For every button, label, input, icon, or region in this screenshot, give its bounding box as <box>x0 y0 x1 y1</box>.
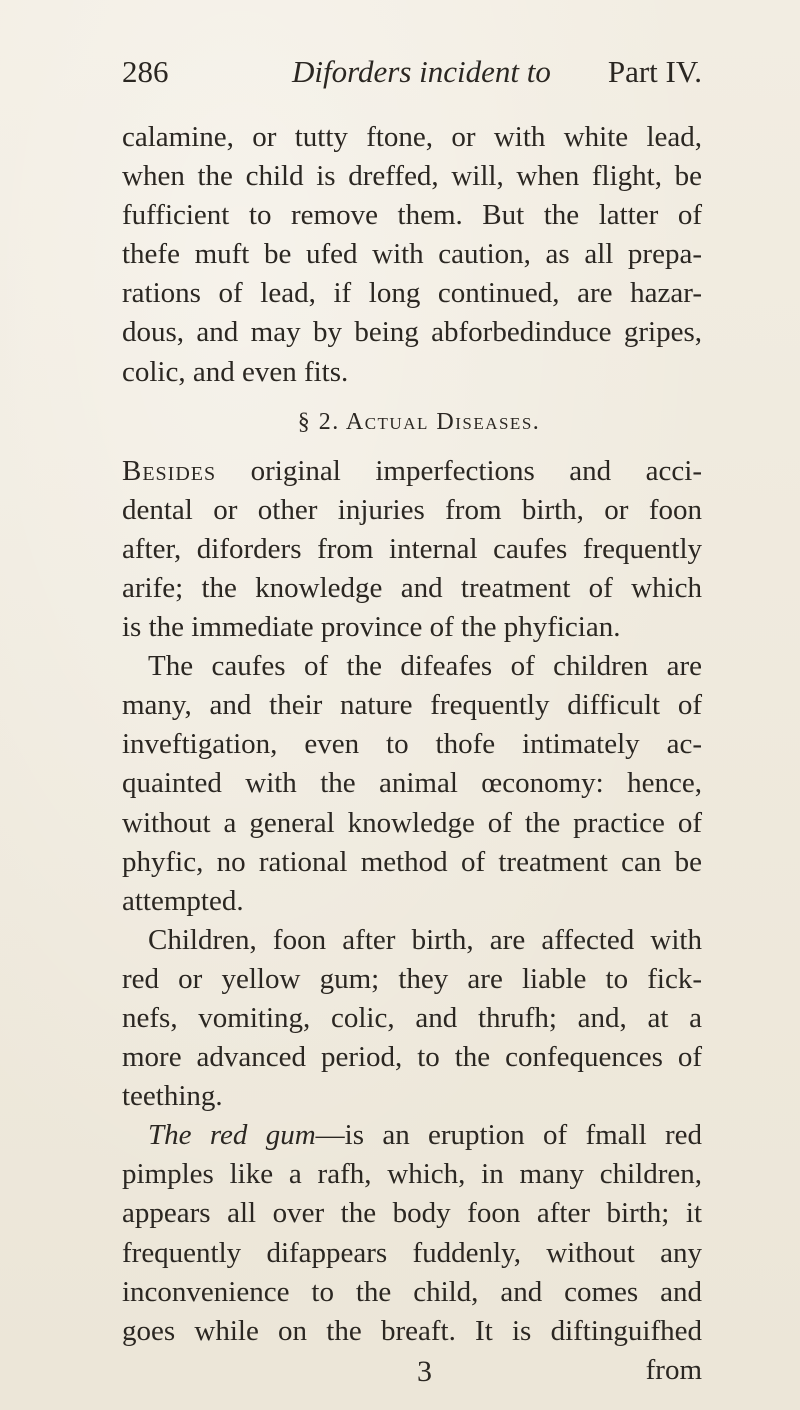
part-label: Part IV. <box>607 54 702 89</box>
running-header <box>122 54 702 100</box>
section-heading: § 2. Actual Diseases. <box>297 408 541 435</box>
text-line: many, and their nature frequently difficult of <box>122 689 702 722</box>
text-line: after, diforders from internal caufes frequently <box>122 532 702 565</box>
text-line <box>122 452 702 491</box>
catchword: from <box>645 1353 702 1386</box>
text-line: colic, and even fits. <box>122 355 349 388</box>
text-line: dous, and may by being abforbedinduce gripes, <box>122 316 702 349</box>
text-line: quainted with the animal œconomy: hence, <box>122 767 702 800</box>
text-line: without a general knowledge of the practice of <box>122 806 702 839</box>
text-line: when the child is dreffed, will, when flight, be <box>122 160 702 193</box>
text-line: Children, foon after birth, are affected with <box>148 923 702 956</box>
text-line: calamine, or tutty ftone, or with white lead, <box>122 121 702 153</box>
text-line-rest: original imperfections and acci- <box>216 454 702 487</box>
page-number: 286 <box>122 54 169 89</box>
text-line: dental or other injuries from birth, or foon <box>122 493 702 526</box>
text-line: pimples like a rafh, which, in many children, <box>122 1158 702 1191</box>
text-line: frequently difappears fuddenly, without any <box>122 1236 702 1269</box>
text-line: The caufes of the difeafes of children are <box>148 650 702 683</box>
text-line-rest: —is an eruption of fmall red <box>315 1119 703 1152</box>
text-line: teething. <box>122 1080 223 1113</box>
text-line: appears all over the body foon after birth; it <box>122 1197 702 1230</box>
signature-mark: 3 <box>417 1355 432 1388</box>
text-line: more advanced period, to the confequences of <box>122 1041 702 1074</box>
text-line: phyfic, no rational method of treatment can be <box>122 845 702 878</box>
text-line: nefs, vomiting, colic, and thrufh; and, at a <box>122 1001 702 1034</box>
text-line: thefe muft be ufed with caution, as all prepa- <box>122 238 702 271</box>
italic-term: The red gum <box>148 1119 316 1152</box>
text-line: goes while on the breaft. It is diftinguifhed <box>122 1314 702 1347</box>
text-line <box>122 1116 702 1155</box>
body-text <box>122 118 702 1390</box>
text-line: red or yellow gum; they are liable to fick- <box>122 962 702 995</box>
running-title: Diforders incident to <box>292 54 551 89</box>
text-line: arife; the knowledge and treatment of which <box>122 571 702 604</box>
drop-word: Besides <box>122 454 217 487</box>
text-line: fufficient to remove them. But the latter of <box>122 199 702 232</box>
text-line: attempted. <box>122 884 244 917</box>
text-line: inveftigation, even to thofe intimately ac- <box>122 728 702 761</box>
text-line: inconvenience to the child, and comes and <box>122 1275 702 1308</box>
text-line: rations of lead, if long continued, are hazar- <box>122 277 702 310</box>
text-line: is the immediate province of the phyfician. <box>122 611 621 644</box>
